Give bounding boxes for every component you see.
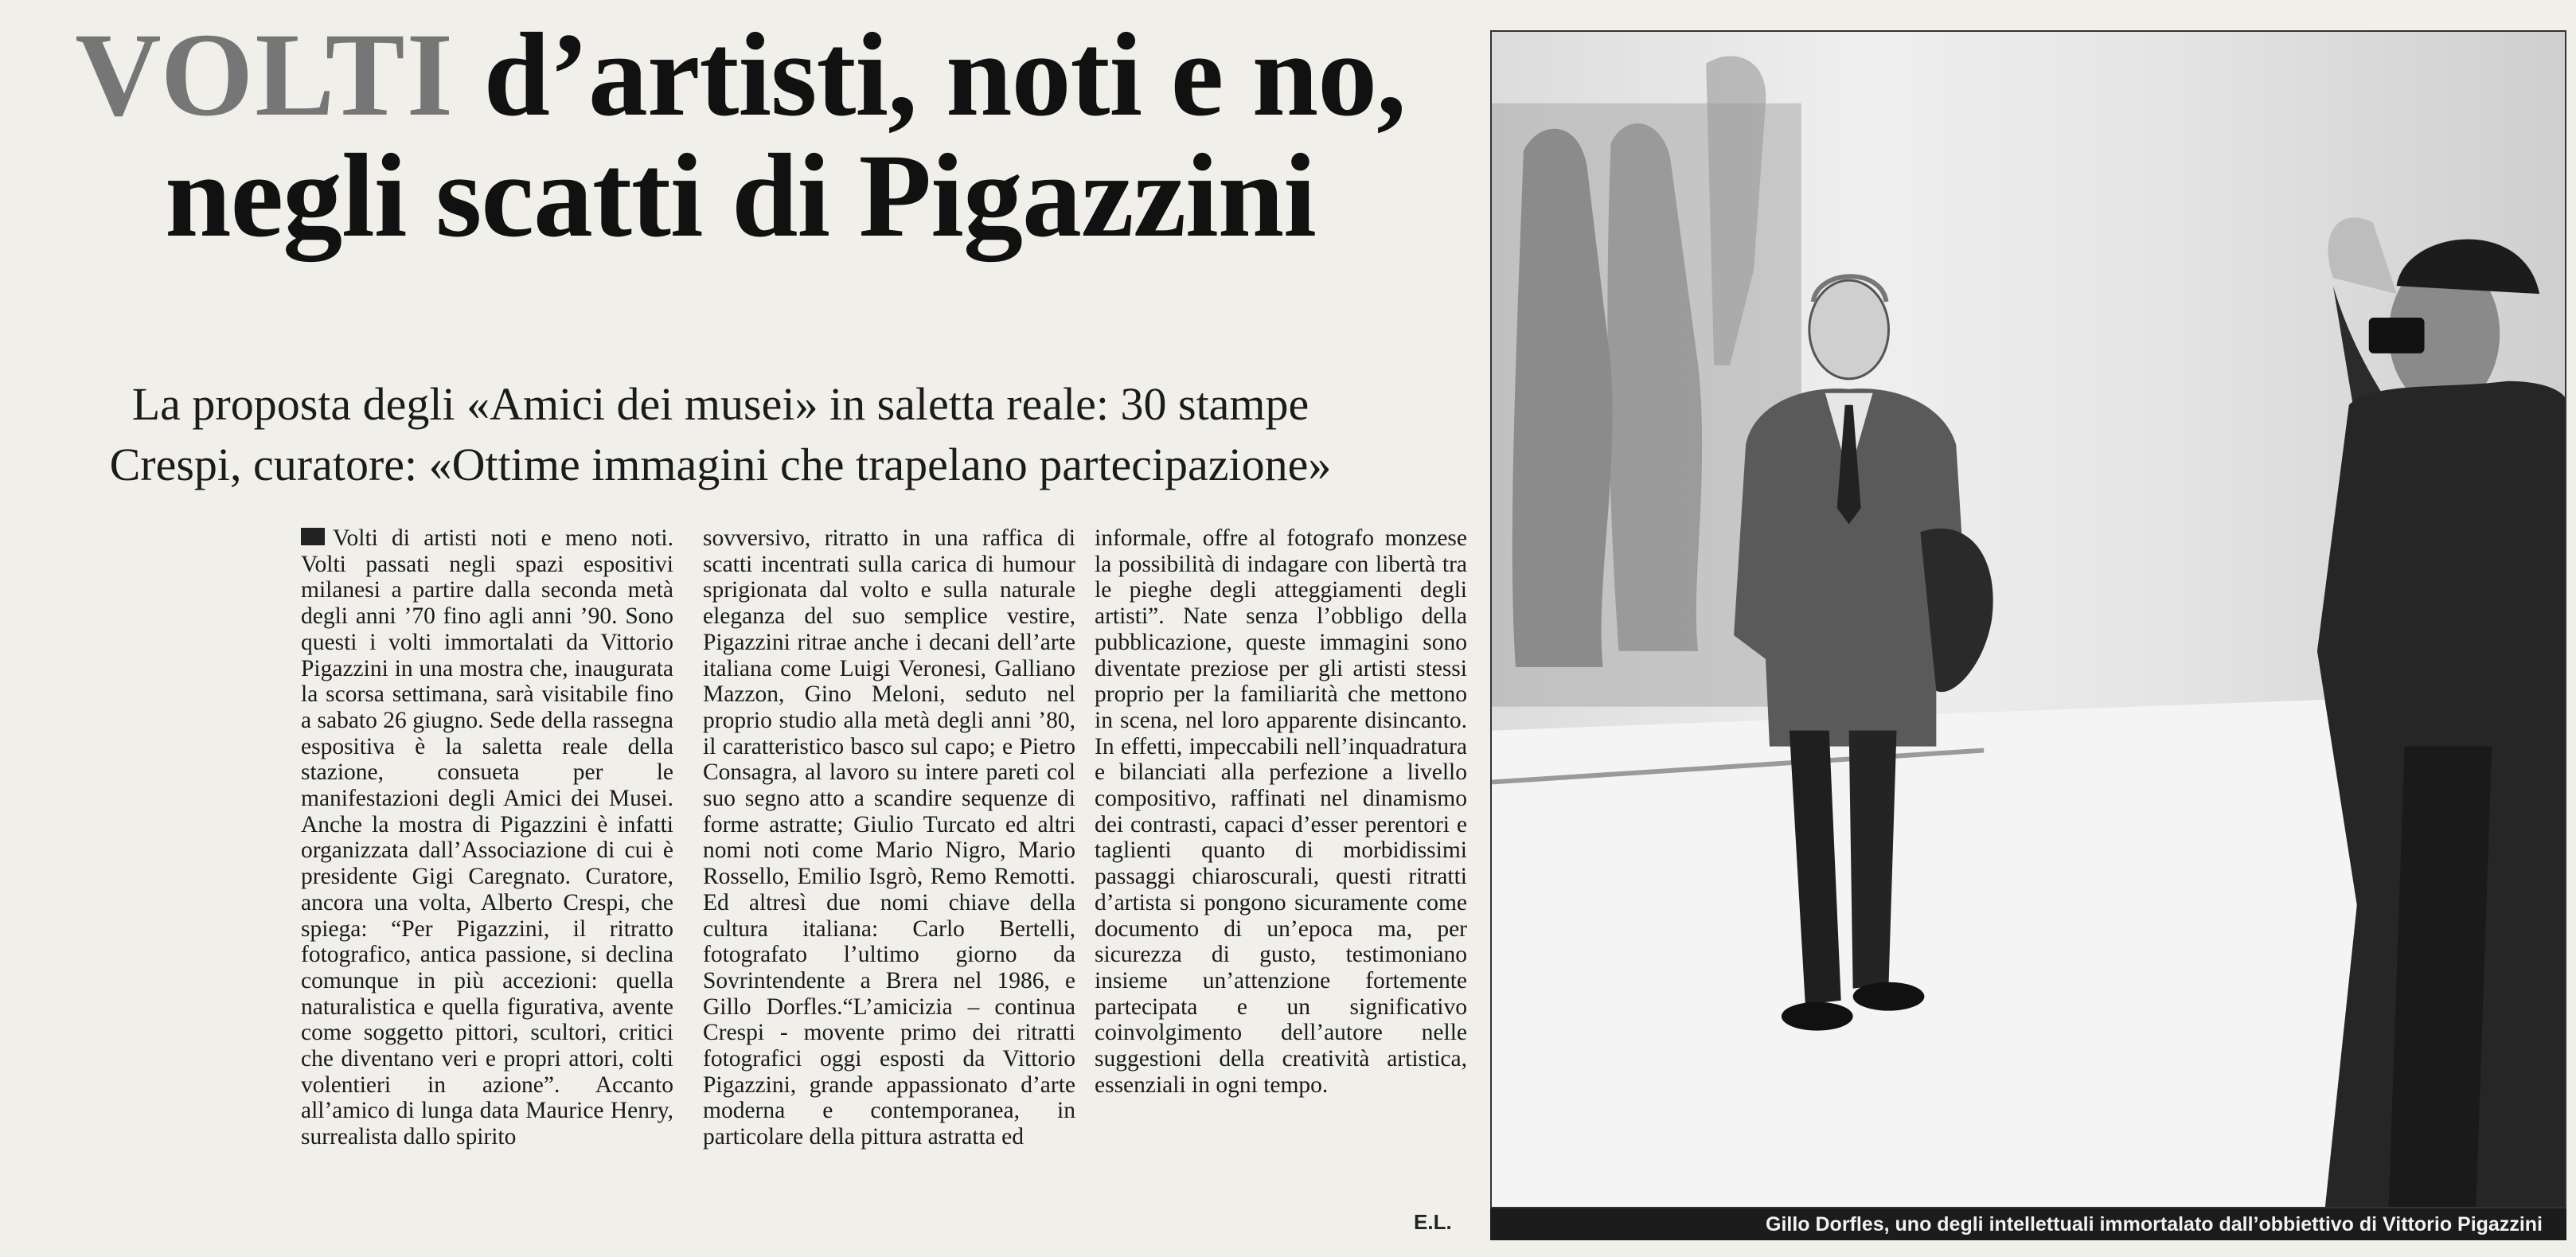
column-1-text: Volti di artisti noti e meno noti. Volti passati negli spazi espositivi milanesi a partire dalla seconda metà degli anni ’70 fino agli anni ’90. Sono questi i volti immortalati da Vittorio Pigazzini in una mostra che, inaugurata la scorsa settimana, sarà visitabile fino a sabato 26 giugno. Sede della rassegna espositiva è la saletta reale della stazione, consueta per le manifestazioni degli Amici dei Musei. Anche la mostra di Pigazzini è infatti organizzata dall’Associazione di cui è presidente Gigi Caregnato. Curatore, ancora una volta, Alberto Crespi, che spiega: “Per Pigazzini, il ritratto fotografico, antica passione, si declina comunque in più accezioni: quella naturalistica e quella figurativa, avente come soggetto pittori, scultori, critici che diventano veri e propri attori, colti volentieri in azione”. Accanto all’amico di lunga data Maurice Henry, surrealista dallo spirito <box>301 525 673 1150</box>
text-column-2 <box>703 525 1075 1242</box>
text-column-3 <box>1095 525 1467 1242</box>
headline <box>32 9 1449 262</box>
column-2-text: sovversivo, ritratto in una raffica di scatti incentrati sulla carica di humour sprigionata dal volto e sulla naturale eleganza del suo semplice vestire, Pigazzini ritrae anche i decani dell’arte italiana come Luigi Veronesi, Galliano Mazzon, Gino Meloni, seduto nel proprio studio alla metà degli anni ’80, il caratteristico basco sul capo; e Pietro Consagra, al lavoro su intere pareti col suo segno atto a scandire sequenze di forme astratte; Giulio Turcato ed altri nomi noti come Mario Nigro, Mario Rossello, Emilio Isgrò, Remo Remotti. Ed altresì due nomi chiave della cultura italiana: Carlo Bertelli, fotografato l’ultimo giorno da Sovrintendente a Brera nel 1986, e Gillo Dorfles.“L’amicizia – continua Crespi - movente primo dei ritratti fotografici oggi esposti da Vittorio Pigazzini, grande appassionato d’arte moderna e contemporanea, in particolare della pittura astratta ed <box>703 525 1075 1150</box>
column-3-text: informale, offre al fotografo monzese la possibilità di indagare con libertà tra le pieghe degli atteggiamenti degli artisti”. Nate senza l’obbligo della pubblicazione, queste immagini sono diventate preziose per gli artisti stessi proprio per la familiarità che mettono in scena, nel loro apparente disincanto. In effetti, impeccabili nell’inquadratura e bilanciati alla perfezione a livello compositivo, raffinati nel dinamismo dei contrasti, capaci d’esser perentori e taglienti quanto di morbidissimi passaggi chiaroscurali, questi ritratti d’artista si pongono sicuramente come documento di un’epoca ma, per sicurezza di gusto, testimoniano insieme un’attenzione fortemente partecipata e un significativo coinvolgimento dell’autore nelle suggestioni della creatività artistica, essenziali in ogni tempo. <box>1095 525 1467 1098</box>
headline-kicker: VOLTI <box>75 9 455 141</box>
article-body <box>301 525 1467 1246</box>
headline-rest: d’artisti, noti e no, negli scatti di Pigazzini <box>165 9 1406 262</box>
article-photo <box>1490 30 2566 1208</box>
subhead-line-1: La proposta degli «Amici dei musei» in saletta reale: 30 stampe <box>131 378 1309 430</box>
text-column-1 <box>301 525 673 1242</box>
photo-caption: Gillo Dorfles, uno degli intellettuali immortalato dall’obbiettivo di Vittorio Pigazzini <box>1490 1208 2566 1240</box>
subhead-line-2: Crespi, curatore: «Ottime immagini che trapelano partecipazione» <box>109 439 1332 490</box>
square-bullet-icon <box>301 528 325 545</box>
subheadline <box>0 374 1457 495</box>
gallery-scene-illustration <box>1492 32 2565 1207</box>
author-signature: E.L. <box>1414 1210 1452 1234</box>
